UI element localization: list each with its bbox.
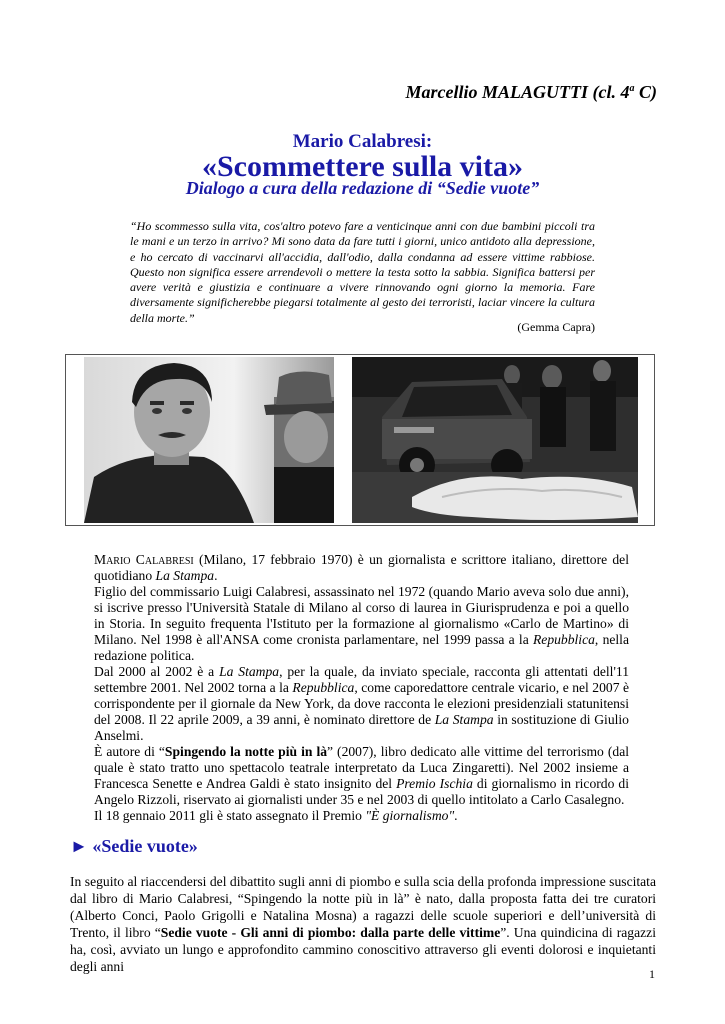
bio-text: È autore di “ <box>94 744 165 759</box>
prize-name: "È giornalismo" <box>365 808 455 823</box>
crime-scene-photo <box>352 357 638 523</box>
newspaper-title: Repubblica <box>292 680 355 695</box>
epigraph-quote: “Ho scommesso sulla vita, cos'altro potevo fare a venticinque anni con due bambini piccoli tra le mani e un terzo in arrivo? Mi sono data da fare tutti i giorni, unico antidoto alla depressione, e ho cercato di vaccinarvi all'accidia, dall'odio, dalla condanna ad essere vittime rabbiose. Questo non significa essere arrendevoli o mettere la testa sotto la sabbia. Significa battersi per avere verità e giustizia e continuare a vivere rinnovando ogni giorno la memoria. Fare diversamente significherebbe piegarsi totalmente al gesto dei terroristi, laciar vincere la cultura della morte.” <box>130 219 595 325</box>
bio-text: di giornalismo in ricordo di Angelo Rizzoli, riservato ai giornalisti under 35 e nel 2003 di quello intitolato a Carlo Casalegno. <box>94 776 629 807</box>
section-body <box>70 873 656 975</box>
newspaper-title: La Stampa <box>434 712 494 727</box>
bio-text: Il 18 gennaio 2011 gli è stato assegnato il Premio <box>94 808 366 823</box>
photo-strip <box>65 354 655 526</box>
epigraph-attribution: (Gemma Capra) <box>517 320 595 334</box>
bio-paragraph <box>94 744 629 808</box>
bio-text: , come caporedattore centrale vicario, e nel 2007 è corrispondente per il giornale da New York, da dove racconta le elezioni presidenziali statunitensi del 2008. Il 22 aprile 2009, a 39 anni, è nominato direttore de <box>94 680 630 727</box>
page-number: 1 <box>649 967 655 981</box>
body-text: In seguito al riaccendersi del dibattito sugli anni di piombo e sulla scia della profonda impressione suscitata dal libro di Mario Calabresi, “Spingendo la notte più in là” è nato, dalla proposta fatta dei tre curatori (Alberto Conci, Paolo Grigolli e Natalina Mosna) a ragazzi delle scuole superiori e dell’università di Trento, il libro “ <box>70 874 656 940</box>
body-paragraph <box>70 873 656 975</box>
section-heading: ► «Sedie vuote» <box>70 836 198 856</box>
bio-text: . <box>454 808 458 823</box>
author-line <box>406 82 657 103</box>
book-title: Sedie vuote - Gli anni di piombo: dalla parte delle vittime <box>160 925 501 940</box>
book-title: Spingendo la notte più in là <box>164 744 328 759</box>
interviewee-name: Mario Calabresi: <box>292 131 433 152</box>
bio-text: ” (2007), libro dedicato alle vittime del terrorismo (dal quale è stato tratto uno spettacolo teatrale interpretato da Luca Zingaretti). Nel 2002 insieme a Francesca Senette e Andrea Galdi è stato insignito del <box>94 744 629 791</box>
newspaper-title: La Stampa <box>155 568 215 583</box>
article-title: «Scommettere sulla vita» <box>201 150 524 183</box>
bio-paragraph <box>94 808 629 824</box>
article-subtitle: Dialogo a cura della redazione di “Sedie vuote” <box>185 178 540 198</box>
portrait-photo <box>84 357 334 523</box>
bio-text: (Milano, 17 febbraio 1970) è un giornalista e scrittore italiano, direttore del quotidiano <box>94 552 629 583</box>
bio-paragraph <box>94 552 629 584</box>
newspaper-title: La Stampa <box>219 664 280 679</box>
bio-text: , per la quale, da inviato speciale, racconta gli attentati dell'11 settembre 2001. Nel 2002 torna a la <box>94 664 629 695</box>
body-text: ”. Una quindicina di ragazzi ha, così, avviato un lungo e approfondito cammino conoscitivo attraverso gli eventi dolorosi e inquietanti degli anni <box>70 925 656 974</box>
prize-name: Premio Ischia <box>396 776 473 791</box>
bio-text: , nella redazione politica. <box>94 632 629 663</box>
bio-name: Mario Calabresi <box>94 552 194 567</box>
bio-text: Dal 2000 al 2002 è a <box>94 664 220 679</box>
bio-paragraph <box>94 584 629 664</box>
bio-text: Figlio del commissario Luigi Calabresi, assassinato nel 1972 (quando Mario aveva solo due anni), si iscrive presso l'Università Statale di Milano al corso di laurea in Giurisprudenza e poi a quello in Storia. In seguito frequenta l'Istituto per la formazione al giornalismo «Carlo de Martino» di Milano. Nel 1998 è all'ANSA come cronista parlamentare, nel 1999 passa a la <box>94 584 629 647</box>
biography <box>94 552 629 824</box>
author-name: Marcellio MALAGUTTI (cl. 4 <box>405 82 630 102</box>
bio-text: in sostituzione di Giulio Anselmi. <box>94 712 629 743</box>
author-class-sup: a <box>629 83 635 94</box>
author-class-end: C) <box>634 82 657 102</box>
newspaper-title: Repubblica <box>533 632 595 647</box>
bio-paragraph <box>94 664 629 744</box>
bio-text: . <box>214 568 218 583</box>
